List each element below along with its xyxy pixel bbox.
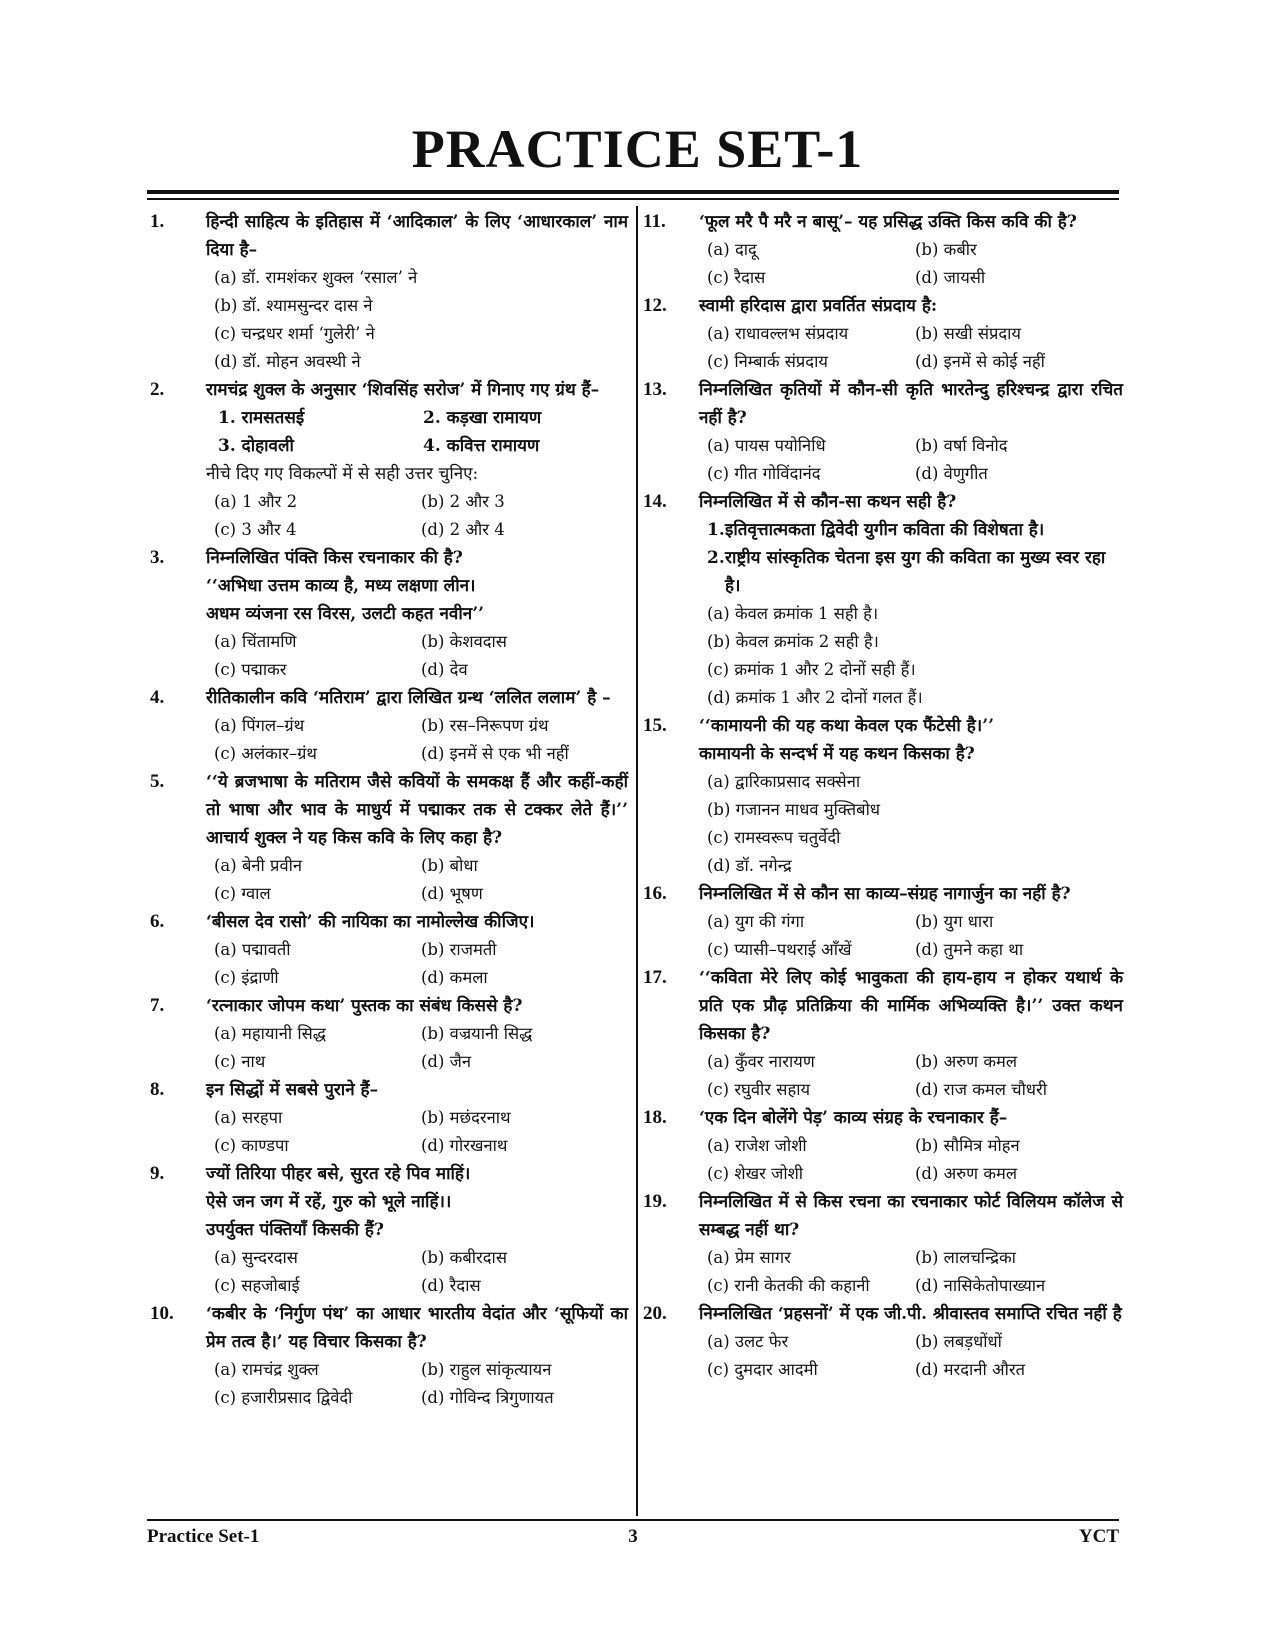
question-text: निम्नलिखित में से कौन सा काव्य–संग्रह नागार्जुन का नहीं है? [699,884,1071,904]
option-c[interactable]: (c) क्रमांक 1 और 2 दोनों सही हैं। [707,660,916,679]
question-text: निम्नलिखित पंक्ति किस रचनाकार की है? [206,548,463,568]
options [206,1104,628,1160]
question-text: ‘रत्नाकार जोपम कथा’ पुस्तक का संबंध किससे है? [206,996,523,1016]
option-b[interactable]: (b) लालचन्द्रिका [915,1248,1016,1267]
option-a[interactable]: (a) बेनी प्रवीन [214,856,303,875]
column-divider [636,206,638,1516]
options [699,1244,1123,1300]
option-d[interactable]: (d) कमला [421,968,488,987]
publisher-label: YCT [1078,1526,1119,1547]
option-d[interactable]: (d) गोरखनाथ [421,1136,508,1155]
question-18 [643,1104,1123,1188]
option-b[interactable]: (b) युग धारा [915,912,994,931]
question-text: ‘एक दिन बोलेंगे पेड़’ काव्य संग्रह के रचनाकार हैं– [699,1108,1008,1128]
option-a[interactable]: (a) प्रेम सागर [707,1248,791,1267]
question-text: निम्नलिखित में से किस रचना का रचनाकार फोर्ट विलियम कॉलेज से सम्बद्ध नहीं था? [699,1192,1123,1240]
option-d[interactable]: (d) क्रमांक 1 और 2 दोनों गलत हैं। [707,688,923,707]
option-d[interactable]: (d) जैन [421,1052,472,1071]
question-number: 5. [150,771,165,792]
option-c[interactable]: (c) 3 और 4 [214,520,297,539]
option-a[interactable]: (a) राधावल्लभ संप्रदाय [707,324,849,343]
options [699,600,1123,712]
question-number: 17. [643,967,667,988]
option-b[interactable]: (b) केवल क्रमांक 2 सही है। [707,632,879,651]
question-number: 11. [643,211,666,232]
question-1 [150,208,628,376]
option-b[interactable]: (b) डॉ. श्यामसुन्दर दास ने [214,296,373,315]
statement-1 [707,516,1123,544]
option-d[interactable]: (d) गोविन्द त्रिगुणायत [421,1388,554,1407]
statement-number: 1. [707,520,725,540]
options [206,628,628,684]
question-10 [150,1300,628,1412]
list-item: 4. कवित्त रामायण [423,436,540,456]
option-c[interactable]: (c) दुमदार आदमी [707,1360,818,1379]
option-b[interactable]: (b) 2 और 3 [421,492,505,511]
option-d[interactable]: (d) इनमें से कोई नहीं [915,352,1045,371]
question-number: 10. [150,1303,174,1324]
option-b[interactable]: (b) मछंदरनाथ [421,1108,511,1127]
option-d[interactable]: (d) डॉ. मोहन अवस्थी ने [214,352,361,371]
question-text: ‘फूल मरै पै मरै न बासू’– यह प्रसिद्ध उक्ति किस कवि की है? [699,212,1077,232]
option-a[interactable]: (a) चिंतामणि [214,632,297,651]
option-a[interactable]: (a) रामचंद्र शुक्ल [214,1360,319,1379]
options [206,264,628,376]
option-d[interactable]: (d) जायसी [915,268,986,287]
list-item: 2. कड़खा रामायण [423,408,542,428]
options [699,1132,1123,1188]
options [699,236,1123,292]
question-number: 18. [643,1107,667,1128]
question-20 [643,1300,1123,1384]
option-a[interactable]: (a) उलट फेर [707,1332,789,1351]
option-d[interactable]: (d) इनमें से एक भी नहीं [421,744,569,763]
question-number: 20. [643,1303,667,1324]
quote-line: ज्यों तिरिया पीहर बसे, सुरत रहे पिव माहिं। [206,1164,471,1184]
question-number: 8. [150,1079,165,1100]
options [699,908,1123,964]
option-c[interactable]: (c) ग्वाल [214,884,271,903]
options [699,320,1123,376]
page-number: 3 [628,1526,638,1547]
option-d[interactable]: (d) राज कमल चौधरी [915,1080,1048,1099]
statement-text: इतिवृत्तात्मकता द्विवेदी युगीन कविता की विशेषता है। [725,520,1045,540]
statement-number: 2. [707,548,725,568]
option-a[interactable]: (a) दादू [707,240,757,259]
question-number: 1. [150,211,165,232]
question-text: इन सिद्धों में सबसे पुराने हैं– [206,1080,379,1100]
option-c[interactable]: (c) रघुवीर सहाय [707,1080,811,1099]
option-b[interactable]: (b) रस–निरूपण ग्रंथ [421,716,549,735]
statement-2 [707,544,1123,600]
options [699,1328,1123,1384]
option-a[interactable]: (a) पिंगल–ग्रंथ [214,716,305,735]
option-b[interactable]: (b) बोधा [421,856,478,875]
option-a[interactable]: (a) सरहपा [214,1108,283,1127]
option-c[interactable]: (c) काण्डपा [214,1136,289,1155]
question-6 [150,908,628,992]
option-d[interactable]: (d) 2 और 4 [421,520,505,539]
option-c[interactable]: (c) गीत गोविंदानंद [707,464,821,483]
question-text: ‘कबीर के ‘निर्गुण पंथ’ का आधार भारतीय वेदांत और ‘सूफियों का प्रेम तत्व है।’ यह विचार किसका है? [206,1304,628,1352]
option-b[interactable]: (b) वर्षा विनोद [915,436,1008,455]
statement-list [699,516,1123,600]
option-d[interactable]: (d) तुमने कहा था [915,940,1024,959]
question-number: 13. [643,379,667,400]
option-c[interactable]: (c) रानी केतकी की कहानी [707,1276,870,1295]
question-number: 19. [643,1191,667,1212]
option-d[interactable]: (d) रैदास [421,1276,481,1295]
option-d[interactable]: (d) अरुण कमल [915,1164,1018,1183]
footer-rule [147,1519,1119,1521]
option-c[interactable]: (c) अलंकार–ग्रंथ [214,744,317,763]
options [206,1356,628,1412]
option-b[interactable]: (b) गजानन माधव मुक्तिबोध [707,800,880,819]
question-16 [643,880,1123,964]
option-c[interactable]: (c) निम्बार्क संप्रदाय [707,352,828,371]
question-15 [643,712,1123,880]
question-number: 16. [643,883,667,904]
question-11 [643,208,1123,292]
option-d[interactable]: (d) नासिकेतोपाख्यान [915,1276,1046,1295]
option-a[interactable]: (a) सुन्दरदास [214,1248,298,1267]
question-number: 6. [150,911,165,932]
option-b[interactable]: (b) सौमित्र मोहन [915,1136,1020,1155]
question-text: निम्नलिखित कृतियों में कौन-सी कृति भारतेन्दु हरिश्चन्द्र द्वारा रचित नहीं है? [699,380,1123,428]
option-a[interactable]: (a) पद्मावती [214,940,291,959]
question-text: हिन्दी साहित्य के इतिहास में ‘आदिकाल’ के लिए ‘आधारकाल’ नाम दिया है– [206,212,628,260]
page-footer [147,1526,1119,1556]
option-b[interactable]: (b) कबीर [915,240,977,259]
question-text: ‘‘ये ब्रजभाषा के मतिराम जैसे कवियों के समकक्ष हैं और कहीं-कहीं तो भाषा और भाव के माधुर्य में पद्माकर तक से टक्कर लेते हैं।’’ आचार्य शुक्ल ने यह किस कवि के लिए कहा है? [206,772,628,848]
footer-set-label: Practice Set-1 [147,1526,260,1547]
quote-line: ऐसे जन जग में रहें, गुरु को भूले नाहिं।। [206,1192,452,1212]
question-12 [643,292,1123,376]
option-b[interactable]: (b) वज्रयानी सिद्ध [421,1024,533,1043]
options [699,1048,1123,1104]
question-text: रीतिकालीन कवि ‘मतिराम’ द्वारा लिखित ग्रन्थ ‘ललित ललाम’ है – [206,688,611,708]
option-c[interactable]: (c) रामस्वरूप चतुर्वेदी [707,828,841,847]
list-item: 1. रामसतसई [218,408,305,428]
option-a[interactable]: (a) द्वारिकाप्रसाद सक्सेना [707,772,861,791]
options [206,1020,628,1076]
question-number: 14. [643,491,667,512]
option-b[interactable]: (b) राजमती [421,940,497,959]
option-a[interactable]: (a) राजेश जोशी [707,1136,807,1155]
options [699,768,1123,880]
option-b[interactable]: (b) केशवदास [421,632,507,651]
option-d[interactable]: (d) देव [421,660,468,679]
question-text: निम्नलिखित ‘प्रहसनों’ में एक जी.पी. श्रीवास्तव समाप्ति रचित नहीं है [699,1304,1122,1324]
option-b[interactable]: (b) सखी संप्रदाय [915,324,1021,343]
option-c[interactable]: (c) पद्माकर [214,660,287,679]
quote-line: अधम व्यंजना रस विरस, उलटी कहत नवीन’’ [206,604,485,624]
options [206,1244,628,1300]
question-19 [643,1188,1123,1300]
options [206,852,628,908]
question-4 [150,684,628,768]
right-column [643,208,1123,1384]
option-d[interactable]: (d) मरदानी औरत [915,1360,1026,1379]
option-a[interactable]: (a) केवल क्रमांक 1 सही है। [707,604,879,623]
instruction-note: नीचे दिए गए विकल्पों में से सही उत्तर चुनिए: [206,464,479,484]
question-number: 12. [643,295,667,316]
options [206,712,628,768]
question-number: 7. [150,995,165,1016]
option-d[interactable]: (d) डॉ. नगेन्द्र [707,856,792,875]
option-c[interactable]: (c) प्यासी–पथराई आँखें [707,940,852,959]
question-text: निम्नलिखित में से कौन-सा कथन सही है? [699,492,957,512]
question-13 [643,376,1123,488]
question-text: ‘‘कविता मेरे लिए कोई भावुकता की हाय-हाय न होकर यथार्थ के प्रति एक प्रौढ़ प्रतिक्रिया की मार्मिक अभिव्यक्ति है।’’ उक्त कथन किसका है? [699,968,1123,1044]
question-2 [150,376,628,544]
option-b[interactable]: (b) राहुल सांकृत्यायन [421,1360,552,1379]
question-text: उपर्युक्त पंक्तियाँ किसकी हैं? [206,1220,384,1240]
options [206,488,628,544]
title-rule-thick [147,190,1119,194]
option-a[interactable]: (a) महायानी सिद्ध [214,1024,326,1043]
option-c[interactable]: (c) नाथ [214,1052,266,1071]
option-b[interactable]: (b) लबड़धोंधों [915,1332,1002,1351]
option-c[interactable]: (c) रैदास [707,268,766,287]
question-number: 4. [150,687,165,708]
list-item: 3. दोहावली [218,436,294,456]
question-17 [643,964,1123,1104]
option-a[interactable]: (a) डॉ. रामशंकर शुक्ल ‘रसाल’ ने [214,268,418,287]
option-c[interactable]: (c) सहजोबाई [214,1276,300,1295]
question-text: ‘बीसल देव रासो’ की नायिका का नामोल्लेख कीजिए। [206,912,535,932]
option-a[interactable]: (a) युग की गंगा [707,912,805,931]
options [699,432,1123,488]
options [206,936,628,992]
option-c[interactable]: (c) हजारीप्रसाद द्विवेदी [214,1388,353,1407]
option-a[interactable]: (a) पायस पयोनिधि [707,436,826,455]
question-number: 15. [643,715,667,736]
option-a[interactable]: (a) कुँवर नारायण [707,1052,815,1071]
question-number: 9. [150,1163,165,1184]
page-title: PRACTICE SET-1 [411,119,864,179]
question-3 [150,544,628,684]
option-c[interactable]: (c) इंद्राणी [214,968,279,987]
question-text: कामायनी के सन्दर्भ में यह कथन किसका है? [699,744,975,764]
left-column [150,208,628,1412]
question-7 [150,992,628,1076]
option-d[interactable]: (d) वेणुगीत [915,464,988,483]
title-rule-thin [147,198,1119,200]
question-text: स्वामी हरिदास द्वारा प्रवर्तित संप्रदाय है: [699,296,938,316]
question-number: 2. [150,379,165,400]
statement-text: राष्ट्रीय सांस्कृतिक चेतना इस युग की कविता का मुख्य स्वर रहा है। [725,548,1106,596]
option-b[interactable]: (b) कबीरदास [421,1248,507,1267]
question-8 [150,1076,628,1160]
item-list [206,404,628,460]
option-d[interactable]: (d) भूषण [421,884,483,903]
option-c[interactable]: (c) चन्द्रधर शर्मा ‘गुलेरी’ ने [214,324,375,343]
question-number: 3. [150,547,165,568]
quote-line: ‘‘अभिधा उत्तम काव्य है, मध्य लक्षणा लीन। [206,576,476,596]
option-c[interactable]: (c) शेखर जोशी [707,1164,804,1183]
question-9 [150,1160,628,1300]
question-5 [150,768,628,908]
question-14 [643,488,1123,712]
option-b[interactable]: (b) अरुण कमल [915,1052,1018,1071]
question-text: रामचंद्र शुक्ल के अनुसार ‘शिवसिंह सरोज’ में गिनाए गए ग्रंथ हैं– [206,380,600,400]
quote-line: ‘‘कामायनी की यह कथा केवल एक फैंटेसी है।’’ [699,716,995,736]
option-a[interactable]: (a) 1 और 2 [214,492,298,511]
